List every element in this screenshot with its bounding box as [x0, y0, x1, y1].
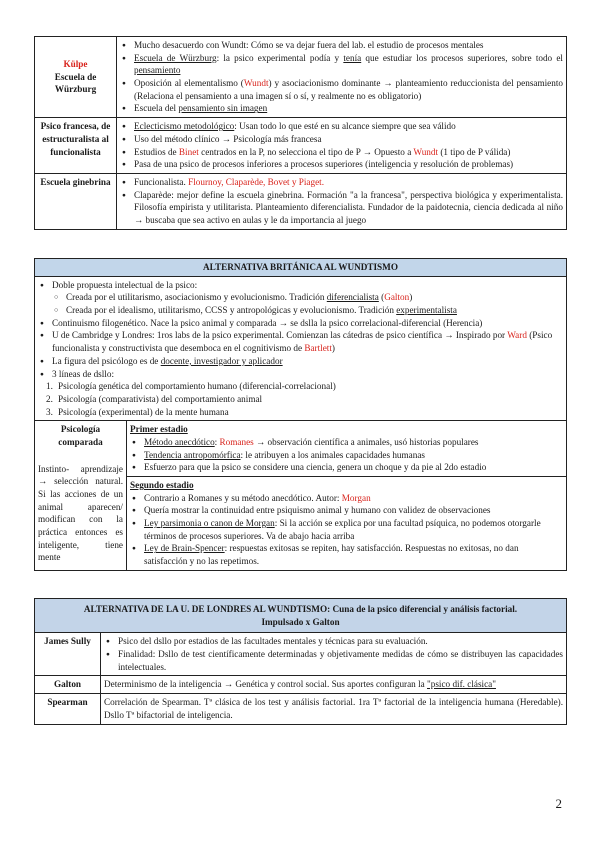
- table-row: [35, 118, 567, 174]
- stage-2-title: Segundo estadio: [130, 480, 194, 490]
- intro-content: [35, 276, 567, 421]
- comparada-description: Instinto- aprendizaje → selección natural. Si las acciones de un animal aparecen/ modifican con la práctica entonces es inteligente, tiene mente: [38, 463, 123, 563]
- author-kulpe: Külpe: [63, 59, 88, 70]
- british-alternative-table: [34, 258, 567, 571]
- stage-1: [127, 421, 566, 477]
- comparada-title: Psicología comparada: [58, 424, 103, 447]
- section-header: ALTERNATIVA DE LA U. DE LONDRES AL WUNDTISMO: Cuna de la psico diferencial y análisis factorial. Impulsado x Galton: [35, 599, 567, 633]
- row-content: Correlación de Spearman. Tª clásica de los test y análisis factorial. 1ra Tª factorial de la inteligencia humana (Heredable). Dsllo Tª bifactorial de inteligencia.: [101, 694, 567, 724]
- list-item: ● Ley de Brain-Spencer: respuestas exitosas se repiten, hay satisfacción. Respuestas no exitosas, no dan satisfacción y no las repetimos.: [130, 542, 563, 567]
- list-item: ● Método anecdótico: Romanes → observación científica a animales, usó historias populares: [130, 436, 563, 449]
- list-item: ● Pasa de una psico de procesos inferiores a procesos superiores (inteligencia y resolución de problemas): [120, 158, 563, 171]
- table-row: [35, 421, 567, 571]
- list-item: ● Funcionalista. Flournoy, Claparède, Bovet y Piaget.: [120, 176, 563, 189]
- list-item: ● Mucho desacuerdo con Wundt: Cómo se va dejar fuera del lab. el estudio de procesos mentales: [120, 39, 563, 52]
- list-item: ● Tendencia antropomórfica: le atribuyen a los animales capacidades humanas: [130, 449, 563, 462]
- list-item: ● La figura del psicólogo es de docente, investigador y aplicador: [38, 355, 563, 368]
- list-item: ● Contrario a Romanes y su método anecdótico. Autor: Morgan: [130, 492, 563, 505]
- table-row: [35, 676, 567, 694]
- table-row: [35, 599, 567, 633]
- stages-cell: [127, 421, 567, 571]
- row-label-galton: Galton: [35, 676, 101, 694]
- list-item: ● Estudios de Binet centrados en la P, no selecciona el tipo de P → Opuesto a Wundt (1 tipo de P válida): [120, 146, 563, 159]
- row-content: Determinismo de la inteligencia → Genética y control social. Sus aportes configuran la "psico dif. clásica": [101, 676, 567, 694]
- list-item: ● Ley parsimonia o canon de Morgan: Si la acción se explica por una facultad psíquica, no podemos otorgarle términos de procesos superiores. Va de abajo hacia arriba: [130, 517, 563, 542]
- list-item: ● U de Cambridge y Londres: 1ros labs de la psico experimental. Comienzan las cátedras de psico científica → Inspirado por Ward (Psico funcionalista y constructivista que desemboca en el cognitivismo de Bartlett): [38, 329, 563, 354]
- row-content: [117, 173, 567, 229]
- list-item: 2. Psicología (comparativista) del comportamiento animal: [46, 393, 263, 404]
- schools-table: [34, 36, 567, 230]
- row-label-francesa: Psico francesa, de estructuralista al funcionalista: [35, 118, 117, 174]
- list-item: ○ Creada por el utilitarismo, asociacionismo y evolucionismo. Tradición diferencialista (Galton): [52, 291, 563, 304]
- table-row: [35, 173, 567, 229]
- list-item: ● Claparède: mejor define la escuela ginebrina. Formación "a la francesa", perspectiva biológica y experimentalista. Filosofía empirista y utilitarista. Planteamiento diferencialista. Fundador de la paidotecnia, ciencia dedicada al niño → buscaba que sea activo en aulas y le da importancia al juego: [120, 189, 563, 227]
- page-number: 2: [555, 796, 562, 811]
- row-content: [117, 37, 567, 118]
- table-row: [35, 694, 567, 724]
- table-row: [35, 276, 567, 421]
- comparada-label: [35, 421, 127, 571]
- row-content: [101, 633, 567, 676]
- list-item: ● 3 líneas de dsllo:: [38, 368, 563, 381]
- row-label-ginebrina: Escuela ginebrina: [35, 173, 117, 229]
- list-item: ● Uso del método clínico → Psicología más francesa: [120, 133, 563, 146]
- list-item: ● Quería mostrar la continuidad entre psiquismo animal y humano con validez de observaciones: [130, 504, 563, 517]
- row-label-wurzburg: [35, 37, 117, 118]
- list-item: ● Finalidad: Dsllo de test científicamente determinadas y objetivamente medidas de cómo se distribuyen las capacidades intelectuales.: [104, 648, 563, 673]
- list-item: ● Escuela del pensamiento sin imagen: [120, 102, 563, 115]
- table-row: [35, 259, 567, 277]
- list-item: ● Oposición al elementalismo (Wundt) y asociacionismo dominante → planteamiento reduccionista del pensamiento (Relaciona el pensamiento a una imagen sí o sí, y realmente no es obligatorio): [120, 77, 563, 102]
- table-row: [35, 633, 567, 676]
- stage-1-title: Primer estadio: [130, 424, 188, 435]
- list-item: ○ Creada por el idealismo, utilitarismo, CCSS y antropológicas y evolucionismo. Tradición experimentalista: [52, 304, 563, 317]
- list-item: ● Psico del dsllo por estadios de las facultades mentales y técnicas para su evaluación.: [104, 635, 563, 648]
- school-name: Escuela de Würzburg: [54, 71, 97, 95]
- list-item: ● Doble propuesta intelectual de la psico:: [38, 279, 563, 292]
- row-content: [117, 118, 567, 174]
- list-item: 1. Psicología genética del comportamiento humano (diferencial-correlacional): [46, 381, 336, 392]
- list-item: 3. Psicología (experimental) de la mente humana: [46, 406, 229, 417]
- stage-2: [127, 477, 566, 570]
- list-item: ● Escuela de Würzburg: la psico experimental podía y tenía que estudiar los procesos superiores, sobre todo el pensamiento: [120, 52, 563, 77]
- london-alternative-table: [34, 598, 567, 725]
- section-header: ALTERNATIVA BRITÁNICA AL WUNDTISMO: [35, 259, 567, 277]
- list-item: ● Esfuerzo para que la psico se considere una ciencia, genera un choque y da pie al 2do estadio: [130, 461, 563, 474]
- row-label-sully: James Sully: [35, 633, 101, 676]
- table-row: [35, 37, 567, 118]
- row-label-spearman: Spearman: [35, 694, 101, 724]
- list-item: ● Continuismo filogenético. Nace la psico animal y comparada → se dslla la psico correlacional-diferencial (Herencia): [38, 317, 563, 330]
- list-item: ● Eclecticismo metodológico: Usan todo lo que esté en su alcance siempre que sea válido: [120, 120, 563, 133]
